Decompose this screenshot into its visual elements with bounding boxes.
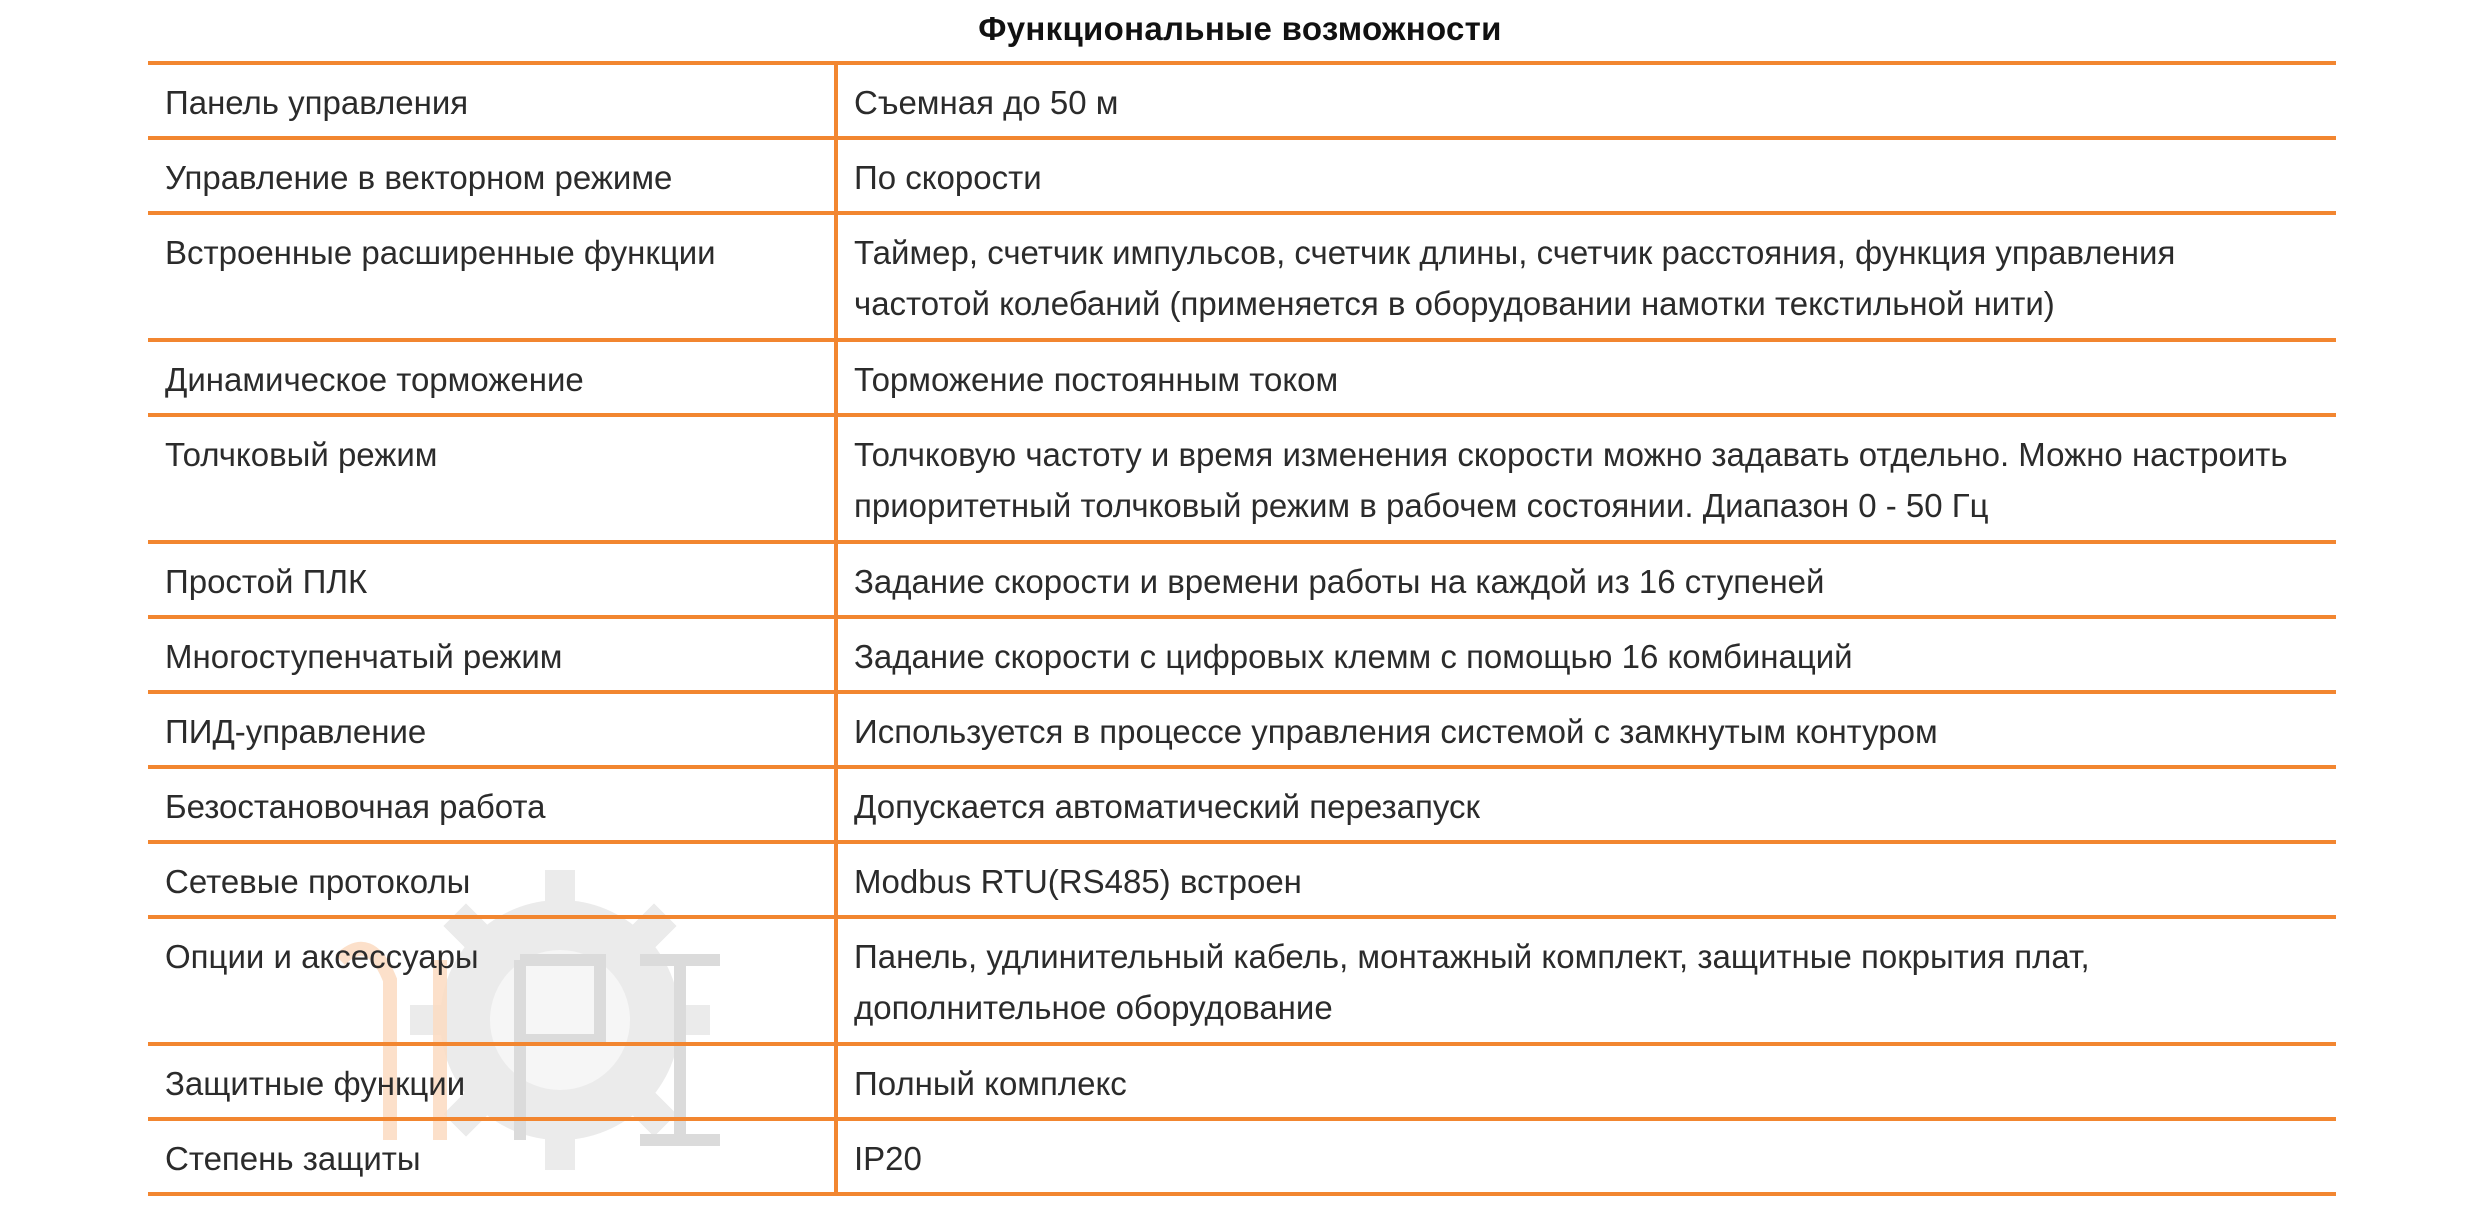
table-row: [148, 415, 2336, 542]
spec-name: Управление в векторном режиме: [165, 159, 673, 196]
spec-value: Задание скорости и времени работы на каждой из 16 ступеней: [854, 563, 1825, 600]
spec-name: Динамическое торможение: [165, 361, 584, 398]
spec-name-cell: [148, 1119, 836, 1194]
spec-value-cell: [836, 63, 2336, 138]
spec-value: Толчковую частоту и время изменения скорости можно задавать отдельно. Можно настроить приоритетный толчковый режим в рабочем состоянии. Диапазон 0 - 50 Гц: [854, 436, 2288, 524]
spec-value: По скорости: [854, 159, 1042, 196]
spec-value-cell: [836, 917, 2336, 1044]
spec-value-cell: [836, 842, 2336, 917]
spec-name: Степень защиты: [165, 1140, 421, 1177]
spec-value: IP20: [854, 1140, 922, 1177]
spec-value-cell: [836, 213, 2336, 340]
spec-name-cell: [148, 767, 836, 842]
spec-name-cell: [148, 213, 836, 340]
spec-value-cell: [836, 1119, 2336, 1194]
table-row: [148, 692, 2336, 767]
table-row: [148, 340, 2336, 415]
spec-name: Безостановочная работа: [165, 788, 546, 825]
spec-value: Используется в процессе управления системой с замкнутым контуром: [854, 713, 1938, 750]
table-row: [148, 63, 2336, 138]
table-row: [148, 213, 2336, 340]
spec-name-cell: [148, 138, 836, 213]
spec-name-cell: [148, 542, 836, 617]
table-row: [148, 1044, 2336, 1119]
spec-value-cell: [836, 1044, 2336, 1119]
spec-name: Многоступенчатый режим: [165, 638, 563, 675]
spec-value-cell: [836, 767, 2336, 842]
table-title: Функциональные возможности: [978, 10, 1502, 47]
spec-name: Защитные функции: [165, 1065, 466, 1102]
table-row: [148, 542, 2336, 617]
spec-value: Допускается автоматический перезапуск: [854, 788, 1480, 825]
spec-value: Съемная до 50 м: [854, 84, 1119, 121]
spec-value-cell: [836, 692, 2336, 767]
spec-value: Панель, удлинительный кабель, монтажный комплект, защитные покрытия плат, дополнительное оборудование: [854, 938, 2090, 1026]
spec-name: Панель управления: [165, 84, 469, 121]
table-row: [148, 842, 2336, 917]
table-row: [148, 767, 2336, 842]
spec-value: Modbus RTU(RS485) встроен: [854, 863, 1302, 900]
spec-value: Торможение постоянным током: [854, 361, 1339, 398]
spec-name: Толчковый режим: [165, 436, 438, 473]
spec-value: Задание скорости с цифровых клемм с помощью 16 комбинаций: [854, 638, 1853, 675]
spec-name-cell: [148, 415, 836, 542]
spec-name-cell: [148, 842, 836, 917]
spec-name-cell: [148, 692, 836, 767]
spec-value-cell: [836, 415, 2336, 542]
spec-name: Простой ПЛК: [165, 563, 368, 600]
spec-name: Опции и аксессуары: [165, 938, 479, 975]
spec-value-cell: [836, 340, 2336, 415]
spec-value: Полный комплекс: [854, 1065, 1127, 1102]
spec-value-cell: [836, 542, 2336, 617]
spec-name-cell: [148, 1044, 836, 1119]
spec-name: Встроенные расширенные функции: [165, 234, 716, 271]
table-row: [148, 138, 2336, 213]
spec-value-cell: [836, 138, 2336, 213]
spec-value-cell: [836, 617, 2336, 692]
table-row: [148, 617, 2336, 692]
spec-value: Таймер, счетчик импульсов, счетчик длины, счетчик расстояния, функция управления частотой колебаний (применяется в оборудовании намотки текстильной нити): [854, 234, 2176, 322]
spec-name: Сетевые протоколы: [165, 863, 471, 900]
spec-name-cell: [148, 917, 836, 1044]
spec-name-cell: [148, 617, 836, 692]
spec-name-cell: [148, 63, 836, 138]
table-row: [148, 917, 2336, 1044]
table-row: [148, 1119, 2336, 1194]
spec-table: [148, 61, 2336, 1196]
spec-name: ПИД-управление: [165, 713, 427, 750]
spec-name-cell: [148, 340, 836, 415]
